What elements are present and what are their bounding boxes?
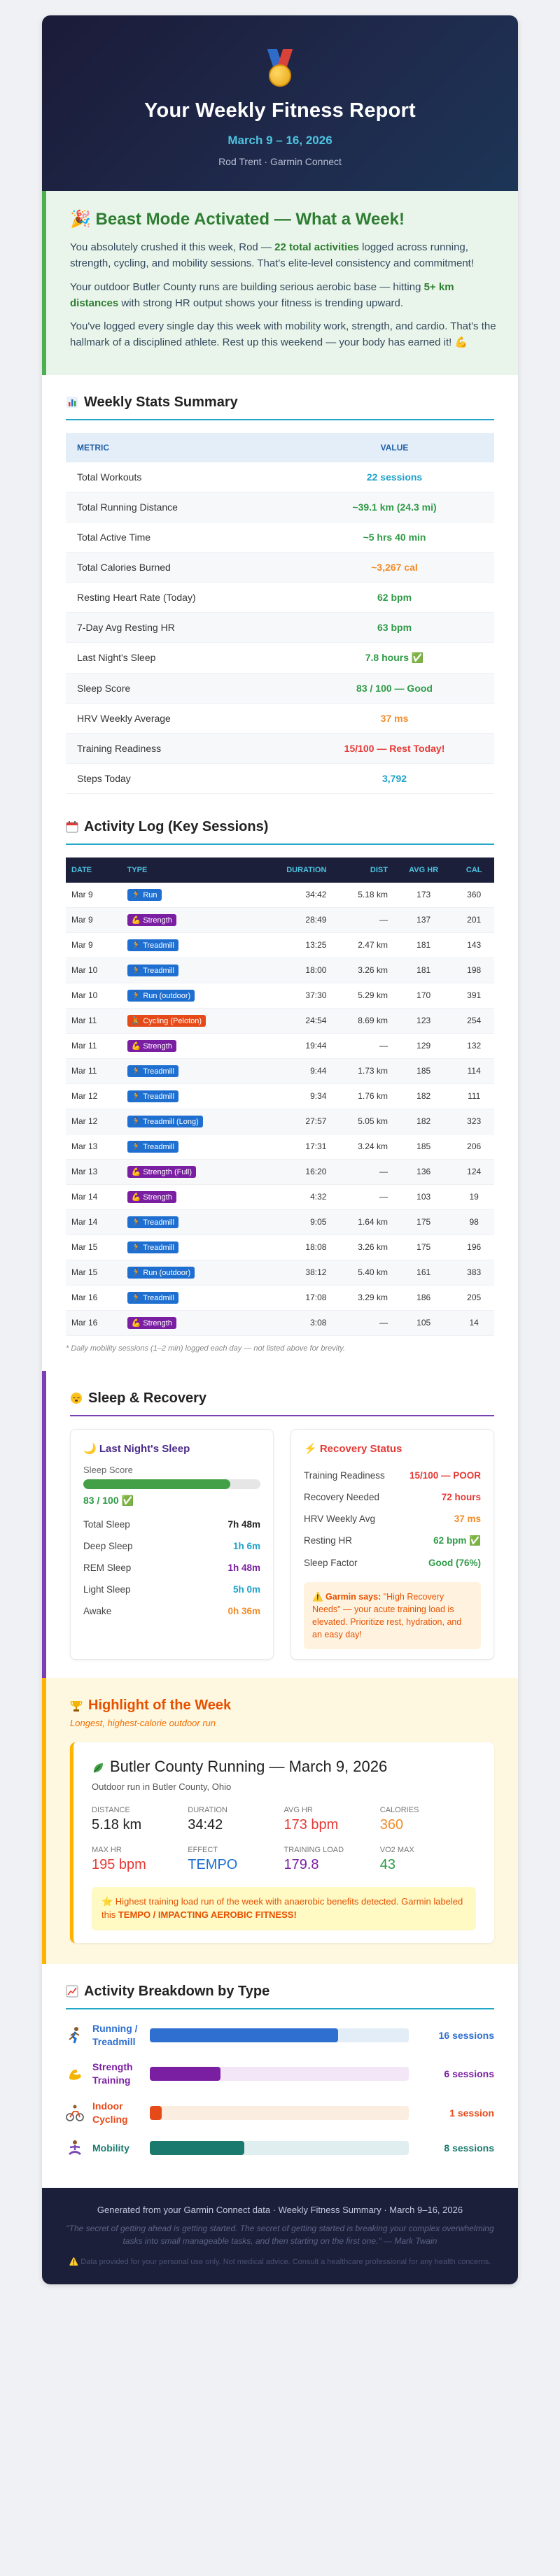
breakdown-label: Indoor Cycling bbox=[92, 2100, 128, 2126]
highlight-metric-label: EFFECT bbox=[188, 1846, 218, 1854]
log-avg-hr: 185 bbox=[393, 1058, 454, 1083]
table-row bbox=[66, 1209, 494, 1234]
highlight-card-title: Butler County Running — March 9, 2026 bbox=[110, 1758, 388, 1775]
beast-paragraph-2: Your outdoor Butler County runs are building serious aerobic base — hitting 5+ km distances with strong HR output shows your fitness is trending upward. bbox=[70, 280, 454, 309]
sleep-stat-label: Awake bbox=[83, 1605, 112, 1616]
breakdown-count: 16 sessions bbox=[438, 2029, 494, 2041]
log-col-avg-hr: AVG HR bbox=[393, 858, 454, 883]
cyclist-icon bbox=[66, 2104, 84, 2122]
activity-type-badge: 🏃 Treadmill bbox=[127, 939, 178, 951]
beast-paragraph-3: You've logged every single day this week with mobility work, strength, and cardio. That's the hallmark of a disciplined athlete. Rest up this weekend — your body has earned it! 💪 bbox=[70, 320, 496, 349]
log-duration: 28:49 bbox=[255, 907, 332, 932]
breakdown-bar bbox=[150, 2067, 220, 2081]
log-distance: 3.24 km bbox=[332, 1134, 393, 1159]
log-calories: 19 bbox=[454, 1184, 494, 1209]
stats-row bbox=[66, 612, 494, 642]
log-calories: 254 bbox=[454, 1008, 494, 1033]
table-row bbox=[66, 1033, 494, 1058]
highlight-metric-label: VO2 MAX bbox=[379, 1846, 414, 1854]
activity-type-badge: 💪 Strength (Full) bbox=[127, 1166, 196, 1178]
log-calories: 14 bbox=[454, 1310, 494, 1335]
log-distance: 2.47 km bbox=[332, 932, 393, 958]
stats-metric: Steps Today bbox=[66, 763, 295, 793]
activity-type-badge: 💪 Strength bbox=[127, 1317, 176, 1329]
highlight-metric-value: 195 bpm bbox=[92, 1857, 146, 1872]
sleep-stat-label: Total Sleep bbox=[83, 1518, 130, 1530]
activity-type-badge: 🏃 Treadmill bbox=[127, 1065, 178, 1077]
log-avg-hr: 181 bbox=[393, 932, 454, 958]
table-row bbox=[66, 1159, 494, 1184]
breakdown-row bbox=[66, 2061, 494, 2087]
breakdown-track bbox=[150, 2106, 409, 2120]
highlight-metric bbox=[284, 1806, 380, 1833]
highlight-metric bbox=[380, 1846, 476, 1873]
log-distance: 5.05 km bbox=[332, 1109, 393, 1134]
report-dates: March 9 – 16, 2026 bbox=[227, 134, 332, 147]
log-duration: 37:30 bbox=[255, 983, 332, 1008]
breakdown-section bbox=[42, 1964, 518, 2188]
table-row bbox=[66, 1184, 494, 1209]
log-date: Mar 11 bbox=[66, 1033, 122, 1058]
breakdown-bar bbox=[150, 2106, 162, 2120]
stats-metric: Training Readiness bbox=[66, 733, 295, 763]
activity-type-badge: 🏃 Treadmill bbox=[127, 1216, 178, 1228]
log-date: Mar 10 bbox=[66, 983, 122, 1008]
leaf-icon bbox=[92, 1760, 104, 1773]
highlight-metric-value: 179.8 bbox=[284, 1857, 319, 1872]
log-duration: 38:12 bbox=[255, 1260, 332, 1285]
log-duration: 3:08 bbox=[255, 1310, 332, 1335]
log-col-dist: DIST bbox=[332, 858, 393, 883]
calendar-icon bbox=[66, 820, 78, 833]
log-col-duration: DURATION bbox=[255, 858, 332, 883]
breakdown-bar bbox=[150, 2028, 338, 2042]
activity-type-badge: 🏃 Treadmill (Long) bbox=[127, 1116, 203, 1127]
recovery-stat bbox=[304, 1486, 481, 1508]
stats-row bbox=[66, 462, 494, 492]
log-date: Mar 10 bbox=[66, 958, 122, 983]
table-row bbox=[66, 1285, 494, 1310]
activity-type-badge: 🏃 Treadmill bbox=[127, 965, 178, 976]
highlight-metric-value: 43 bbox=[379, 1857, 396, 1872]
breakdown-label: Mobility bbox=[92, 2142, 130, 2154]
bar-chart-icon bbox=[66, 396, 78, 408]
trophy-icon bbox=[70, 1700, 83, 1712]
report-title: Your Weekly Fitness Report bbox=[144, 99, 416, 122]
stats-value: 15/100 — Rest Today! bbox=[295, 733, 494, 763]
breakdown-track bbox=[150, 2141, 409, 2155]
stats-row bbox=[66, 492, 494, 522]
sleep-stat-label: REM Sleep bbox=[83, 1562, 132, 1573]
activity-type-badge: 💪 Strength bbox=[127, 1191, 176, 1203]
table-row bbox=[66, 1134, 494, 1159]
last-night-sleep-box bbox=[70, 1429, 274, 1660]
breakdown-count: 8 sessions bbox=[444, 2142, 494, 2154]
log-distance: 1.76 km bbox=[332, 1083, 393, 1109]
sleep-stat-label: Light Sleep bbox=[83, 1584, 131, 1595]
breakdown-count: 6 sessions bbox=[444, 2068, 494, 2080]
log-calories: 201 bbox=[454, 907, 494, 932]
highlight-metric-label: MAX HR bbox=[92, 1846, 122, 1854]
activity-type-badge: 🏃 Treadmill bbox=[127, 1292, 178, 1304]
recovery-stat-label: Recovery Needed bbox=[304, 1491, 380, 1502]
stats-value: ~3,267 cal bbox=[295, 552, 494, 582]
stats-metric: HRV Weekly Average bbox=[66, 703, 295, 733]
stats-row bbox=[66, 763, 494, 793]
report-header bbox=[42, 15, 518, 191]
log-date: Mar 15 bbox=[66, 1260, 122, 1285]
log-duration: 16:20 bbox=[255, 1159, 332, 1184]
highlight-metric-label: DURATION bbox=[188, 1806, 227, 1814]
breakdown-title: Activity Breakdown by Type bbox=[84, 1983, 270, 1999]
log-date: Mar 9 bbox=[66, 907, 122, 932]
log-date: Mar 16 bbox=[66, 1310, 122, 1335]
highlight-metric-value: 5.18 km bbox=[92, 1817, 142, 1833]
stats-col-value: VALUE bbox=[295, 433, 494, 462]
log-date: Mar 12 bbox=[66, 1109, 122, 1134]
sleep-stat-label: Deep Sleep bbox=[83, 1540, 133, 1551]
log-col-cal: CAL bbox=[454, 858, 494, 883]
breakdown-row bbox=[66, 2139, 494, 2157]
sleep-stat bbox=[83, 1535, 260, 1557]
log-distance: — bbox=[332, 1033, 393, 1058]
log-distance: 3.26 km bbox=[332, 958, 393, 983]
log-avg-hr: 103 bbox=[393, 1184, 454, 1209]
highlight-metric-label: DISTANCE bbox=[92, 1806, 130, 1814]
recovery-stat-value: 62 bpm ✅ bbox=[433, 1535, 481, 1546]
log-avg-hr: 182 bbox=[393, 1109, 454, 1134]
recovery-stat-value: 72 hours bbox=[441, 1491, 481, 1502]
log-duration: 34:42 bbox=[255, 883, 332, 908]
activity-type-badge: 🚴 Cycling (Peloton) bbox=[127, 1015, 206, 1027]
activity-type-badge: 💪 Strength bbox=[127, 1040, 176, 1052]
activity-log-section bbox=[42, 812, 518, 1371]
last-night-sleep-title: 🌙 Last Night's Sleep bbox=[83, 1442, 190, 1455]
garmin-alert: ⚠️ Garmin says: "High Recovery Needs" — your acute training load is elevated. Prioritize rest, hydration, and an easy day! bbox=[304, 1582, 481, 1650]
breakdown-track bbox=[150, 2028, 409, 2042]
footer-generated: Generated from your Garmin Connect data · Weekly Fitness Summary · March 9–16, 2026 bbox=[97, 2205, 463, 2216]
highlight-location: Outdoor run in Butler County, Ohio bbox=[92, 1781, 232, 1792]
stats-value: 22 sessions bbox=[295, 462, 494, 492]
beast-title: 🎉 Beast Mode Activated — What a Week! bbox=[70, 210, 405, 229]
log-distance: — bbox=[332, 1184, 393, 1209]
recovery-stat bbox=[304, 1465, 481, 1486]
log-date: Mar 13 bbox=[66, 1134, 122, 1159]
sleep-stat-value: 1h 48m bbox=[227, 1562, 260, 1573]
breakdown-bar bbox=[150, 2141, 244, 2155]
log-avg-hr: 182 bbox=[393, 1083, 454, 1109]
log-date: Mar 16 bbox=[66, 1285, 122, 1310]
recovery-stat-value: 15/100 — POOR bbox=[409, 1470, 481, 1481]
activity-type-badge: 🏃 Treadmill bbox=[127, 1241, 178, 1253]
tempo-note: ⭐ Highest training load run of the week with anaerobic benefits detected. Garmin labeled this TEMPO / IMPACTING AEROBIC FITNESS! bbox=[92, 1887, 476, 1930]
stats-value: 37 ms bbox=[295, 703, 494, 733]
log-distance: — bbox=[332, 1159, 393, 1184]
highlight-metric-label: CALORIES bbox=[379, 1806, 419, 1814]
log-col-date: DATE bbox=[66, 858, 122, 883]
activity-type-badge: 🏃 Run bbox=[127, 889, 162, 901]
stats-table bbox=[66, 433, 494, 794]
log-duration: 13:25 bbox=[255, 932, 332, 958]
log-duration: 17:31 bbox=[255, 1134, 332, 1159]
log-calories: 98 bbox=[454, 1209, 494, 1234]
sleep-score-value: 83 / 100 ✅ bbox=[83, 1494, 134, 1506]
table-row bbox=[66, 907, 494, 932]
recovery-stat bbox=[304, 1508, 481, 1530]
log-distance: 1.64 km bbox=[332, 1209, 393, 1234]
sleep-stat-value: 5h 0m bbox=[232, 1584, 260, 1595]
log-distance: 3.26 km bbox=[332, 1234, 393, 1260]
table-row bbox=[66, 1058, 494, 1083]
log-date: Mar 11 bbox=[66, 1058, 122, 1083]
recovery-stat-label: Training Readiness bbox=[304, 1470, 385, 1481]
log-avg-hr: 161 bbox=[393, 1260, 454, 1285]
report-footer bbox=[42, 2188, 518, 2284]
log-distance: — bbox=[332, 907, 393, 932]
log-avg-hr: 137 bbox=[393, 907, 454, 932]
highlight-metrics bbox=[92, 1806, 476, 1873]
log-duration: 19:44 bbox=[255, 1033, 332, 1058]
log-calories: 196 bbox=[454, 1234, 494, 1260]
log-avg-hr: 185 bbox=[393, 1134, 454, 1159]
log-date: Mar 11 bbox=[66, 1008, 122, 1033]
highlight-metric-label: AVG HR bbox=[284, 1806, 313, 1814]
activity-type-badge: 🏃 Treadmill bbox=[127, 1141, 178, 1153]
breakdown-label: Strength Training bbox=[92, 2061, 133, 2086]
log-distance: — bbox=[332, 1310, 393, 1335]
log-avg-hr: 129 bbox=[393, 1033, 454, 1058]
sleep-stat-value: 1h 6m bbox=[232, 1540, 260, 1551]
stats-row bbox=[66, 733, 494, 763]
stats-col-metric: METRIC bbox=[66, 433, 295, 462]
activity-type-badge: 🏃 Run (outdoor) bbox=[127, 1267, 195, 1279]
stats-metric: Total Workouts bbox=[66, 462, 295, 492]
highlight-metric-value: 34:42 bbox=[188, 1817, 223, 1833]
running-person-icon bbox=[66, 2026, 84, 2044]
log-distance: 3.29 km bbox=[332, 1285, 393, 1310]
log-duration: 18:08 bbox=[255, 1234, 332, 1260]
log-avg-hr: 186 bbox=[393, 1285, 454, 1310]
highlight-metric-value: TEMPO bbox=[188, 1857, 238, 1872]
highlight-section bbox=[42, 1678, 518, 1964]
table-row bbox=[66, 983, 494, 1008]
highlight-metric-label: TRAINING LOAD bbox=[284, 1846, 344, 1854]
beast-mode-callout bbox=[42, 191, 518, 375]
activity-log-title: Activity Log (Key Sessions) bbox=[84, 818, 269, 834]
log-avg-hr: 123 bbox=[393, 1008, 454, 1033]
log-calories: 360 bbox=[454, 883, 494, 908]
log-duration: 18:00 bbox=[255, 958, 332, 983]
highlight-metric bbox=[380, 1806, 476, 1833]
stats-value: 7.8 hours ✅ bbox=[295, 642, 494, 673]
recovery-status-title: ⚡ Recovery Status bbox=[304, 1442, 402, 1455]
table-row bbox=[66, 1310, 494, 1335]
log-date: Mar 12 bbox=[66, 1083, 122, 1109]
log-distance: 1.73 km bbox=[332, 1058, 393, 1083]
log-avg-hr: 136 bbox=[393, 1159, 454, 1184]
stats-value: 83 / 100 — Good bbox=[295, 673, 494, 703]
log-col-type: TYPE bbox=[122, 858, 256, 883]
recovery-stat bbox=[304, 1530, 481, 1552]
sleep-stat bbox=[83, 1557, 260, 1579]
log-duration: 4:32 bbox=[255, 1184, 332, 1209]
beast-paragraph-1: You absolutely crushed it this week, Rod — 22 total activities logged across running, strength, cycling, and mobility sessions. That's elite-level consistency and commitment! bbox=[70, 241, 475, 270]
breakdown-label: Running / Treadmill bbox=[92, 2022, 138, 2047]
stats-value: 62 bpm bbox=[295, 582, 494, 612]
recovery-stat-label: Resting HR bbox=[304, 1535, 353, 1546]
log-calories: 391 bbox=[454, 983, 494, 1008]
sleep-score-bar bbox=[83, 1479, 260, 1489]
log-calories: 323 bbox=[454, 1109, 494, 1134]
activity-type-badge: 🏃 Treadmill bbox=[127, 1090, 178, 1102]
log-avg-hr: 173 bbox=[393, 883, 454, 908]
log-calories: 383 bbox=[454, 1260, 494, 1285]
stats-metric: Resting Heart Rate (Today) bbox=[66, 582, 295, 612]
highlight-subtitle: Longest, highest-calorie outdoor run bbox=[70, 1718, 216, 1728]
activity-log-note: * Daily mobility sessions (1–2 min) logged each day — not listed above for brevity. bbox=[66, 1344, 346, 1353]
log-avg-hr: 181 bbox=[393, 958, 454, 983]
sleep-stat bbox=[83, 1579, 260, 1600]
footer-quote: "The secret of getting ahead is getting started. The secret of getting started is breaking your complex overwhelming tasks into small manageable tasks, and then starting on the first one." — Mark Twain bbox=[66, 2223, 494, 2247]
activity-type-badge: 💪 Strength bbox=[127, 914, 176, 926]
table-row bbox=[66, 1083, 494, 1109]
breakdown-count: 1 session bbox=[449, 2107, 494, 2119]
stats-row bbox=[66, 582, 494, 612]
sleep-stat bbox=[83, 1600, 260, 1622]
log-duration: 17:08 bbox=[255, 1285, 332, 1310]
report-card bbox=[42, 15, 518, 2284]
sleep-score-label: Sleep Score bbox=[83, 1464, 133, 1475]
sleep-score-fill bbox=[83, 1479, 230, 1489]
weekly-stats-title: Weekly Stats Summary bbox=[84, 394, 238, 410]
highlight-metric bbox=[188, 1806, 284, 1833]
log-calories: 114 bbox=[454, 1058, 494, 1083]
log-date: Mar 13 bbox=[66, 1159, 122, 1184]
stats-metric: Total Active Time bbox=[66, 522, 295, 552]
log-calories: 124 bbox=[454, 1159, 494, 1184]
log-duration: 9:05 bbox=[255, 1209, 332, 1234]
log-avg-hr: 175 bbox=[393, 1209, 454, 1234]
breakdown-track bbox=[150, 2067, 409, 2081]
meditating-person-icon bbox=[66, 2139, 84, 2157]
stats-value: ~5 hrs 40 min bbox=[295, 522, 494, 552]
breakdown-row bbox=[66, 2100, 494, 2126]
highlight-metric bbox=[92, 1846, 188, 1873]
highlight-metric bbox=[92, 1806, 188, 1833]
highlight-metric-value: 360 bbox=[379, 1817, 404, 1833]
table-row bbox=[66, 1260, 494, 1285]
log-duration: 24:54 bbox=[255, 1008, 332, 1033]
log-date: Mar 9 bbox=[66, 932, 122, 958]
log-calories: 111 bbox=[454, 1083, 494, 1109]
sleep-recovery-section bbox=[42, 1371, 518, 1679]
log-avg-hr: 175 bbox=[393, 1234, 454, 1260]
log-distance: 5.18 km bbox=[332, 883, 393, 908]
highlight-card bbox=[70, 1742, 494, 1943]
log-distance: 5.40 km bbox=[332, 1260, 393, 1285]
log-calories: 132 bbox=[454, 1033, 494, 1058]
log-avg-hr: 170 bbox=[393, 983, 454, 1008]
table-row bbox=[66, 1234, 494, 1260]
log-date: Mar 14 bbox=[66, 1184, 122, 1209]
trend-chart-icon bbox=[66, 1985, 78, 1998]
sleep-stat-value: 7h 48m bbox=[227, 1518, 260, 1530]
weekly-stats-section bbox=[42, 375, 518, 812]
recovery-stat-value: Good (76%) bbox=[428, 1557, 481, 1568]
log-calories: 205 bbox=[454, 1285, 494, 1310]
log-distance: 8.69 km bbox=[332, 1008, 393, 1033]
recovery-stat-label: Sleep Factor bbox=[304, 1557, 358, 1568]
stats-row bbox=[66, 703, 494, 733]
stats-value: 3,792 bbox=[295, 763, 494, 793]
stats-row bbox=[66, 673, 494, 703]
recovery-status-box bbox=[290, 1429, 494, 1660]
table-row bbox=[66, 1008, 494, 1033]
highlight-metric-value: 173 bpm bbox=[284, 1817, 339, 1833]
stats-metric: 7-Day Avg Resting HR bbox=[66, 612, 295, 642]
stats-row bbox=[66, 642, 494, 673]
stats-metric: Total Running Distance bbox=[66, 492, 295, 522]
log-calories: 198 bbox=[454, 958, 494, 983]
sleep-recovery-title: Sleep & Recovery bbox=[88, 1390, 206, 1406]
log-distance: 5.29 km bbox=[332, 983, 393, 1008]
stats-row bbox=[66, 522, 494, 552]
stats-value: 63 bpm bbox=[295, 612, 494, 642]
highlight-metric bbox=[188, 1846, 284, 1873]
log-date: Mar 14 bbox=[66, 1209, 122, 1234]
log-duration: 27:57 bbox=[255, 1109, 332, 1134]
activity-type-badge: 🏃 Run (outdoor) bbox=[127, 990, 195, 1002]
highlight-metric bbox=[284, 1846, 380, 1873]
stats-metric: Last Night's Sleep bbox=[66, 642, 295, 673]
log-calories: 143 bbox=[454, 932, 494, 958]
log-calories: 206 bbox=[454, 1134, 494, 1159]
recovery-stat bbox=[304, 1552, 481, 1574]
stats-metric: Sleep Score bbox=[66, 673, 295, 703]
log-avg-hr: 105 bbox=[393, 1310, 454, 1335]
recovery-stat-value: 37 ms bbox=[454, 1513, 481, 1524]
report-subtitle: Rod Trent · Garmin Connect bbox=[218, 156, 342, 167]
sleep-stat bbox=[83, 1514, 260, 1535]
footer-disclaimer: ⚠️ Data provided for your personal use only. Not medical advice. Consult a healthcare professional for any health concerns. bbox=[69, 2258, 491, 2267]
flexed-biceps-icon bbox=[66, 2065, 84, 2083]
log-date: Mar 9 bbox=[66, 883, 122, 908]
table-row bbox=[66, 1109, 494, 1134]
sleep-stat-value: 0h 36m bbox=[227, 1605, 260, 1616]
stats-row bbox=[66, 552, 494, 582]
activity-log-table bbox=[66, 858, 494, 1336]
table-row bbox=[66, 958, 494, 983]
log-date: Mar 15 bbox=[66, 1234, 122, 1260]
recovery-stat-label: HRV Weekly Avg bbox=[304, 1513, 376, 1524]
table-row bbox=[66, 932, 494, 958]
highlight-title: Highlight of the Week bbox=[88, 1698, 232, 1713]
log-duration: 9:44 bbox=[255, 1058, 332, 1083]
log-duration: 9:34 bbox=[255, 1083, 332, 1109]
stats-metric: Total Calories Burned bbox=[66, 552, 295, 582]
stats-value: ~39.1 km (24.3 mi) bbox=[295, 492, 494, 522]
sleeping-face-icon bbox=[70, 1392, 83, 1404]
breakdown-row bbox=[66, 2022, 494, 2049]
medal-icon bbox=[265, 49, 295, 90]
table-row bbox=[66, 883, 494, 908]
